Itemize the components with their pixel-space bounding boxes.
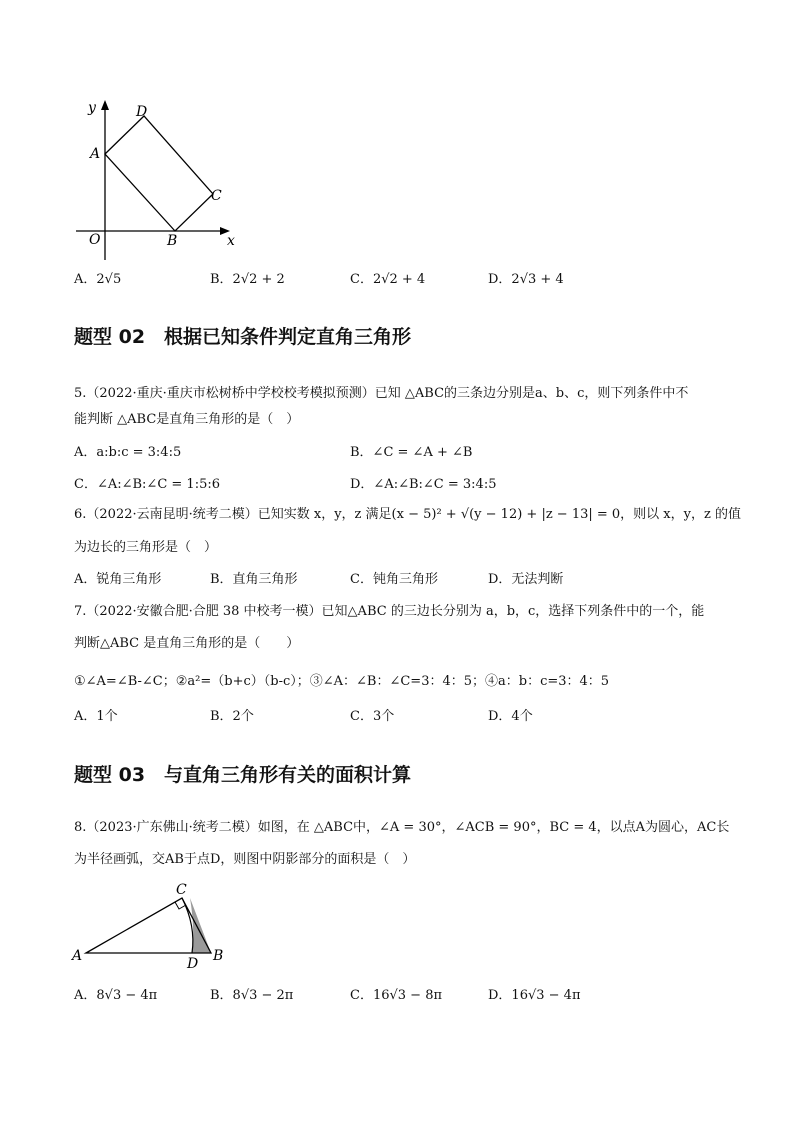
y-axis-arrow xyxy=(101,100,109,110)
q4-option-d[interactable]: D．2√3 + 4 xyxy=(488,272,564,287)
q5-text-line2: 能判断 △ABC是直角三角形的是（ ） xyxy=(74,412,300,427)
figure-triangle-arc xyxy=(70,878,240,974)
label-x: x xyxy=(227,233,235,249)
label-y: y xyxy=(88,100,96,116)
q4-option-b[interactable]: B．2√2 + 2 xyxy=(210,272,285,287)
rectangle-abcd xyxy=(105,116,213,231)
q5-option-b[interactable]: B．∠C = ∠A + ∠B xyxy=(350,445,473,460)
q8-option-c[interactable]: C．16√3 − 8π xyxy=(350,988,443,1003)
q4-option-a[interactable]: A．2√5 xyxy=(74,272,122,287)
q7-conditions: ①∠A=∠B-∠C；②a²=（b+c）（b-c）；③∠A：∠B：∠C=3：4：5；④a：b：c=3：4：5 xyxy=(74,674,610,689)
q8-option-a[interactable]: A．8√3 − 4π xyxy=(74,988,158,1003)
q7-option-b[interactable]: B．2个 xyxy=(210,709,254,724)
q6-text-line1: 6.（2022·云南昆明·统考二模）已知实数 x，y，z 满足(x − 5)² + √(y − 12) + |z − 13| = 0，则以 x，y，z 的值 xyxy=(74,507,741,522)
q8-text-line2: 为半径画弧，交AB于点D，则图中阴影部分的面积是（ ） xyxy=(74,852,416,867)
q8-option-d[interactable]: D．16√3 − 4π xyxy=(488,988,581,1003)
q4-option-c[interactable]: C．2√2 + 4 xyxy=(350,272,426,287)
section-03-heading: 题型 03 与直角三角形有关的面积计算 xyxy=(74,764,412,786)
label-b: B xyxy=(167,233,178,249)
label-c: C xyxy=(176,882,187,898)
label-b: B xyxy=(213,948,224,964)
q5-option-a[interactable]: A．a:b:c = 3:4:5 xyxy=(74,445,182,460)
q5-text-line1: 5.（2022·重庆·重庆市松树桥中学校校考模拟预测）已知 △ABC的三条边分别是a、b、c，则下列条件中不 xyxy=(74,386,689,401)
q5-option-c[interactable]: C．∠A:∠B:∠C = 1:5:6 xyxy=(74,477,221,492)
q7-text-line2: 判断△ABC 是直角三角形的是（ ） xyxy=(74,636,300,651)
q6-option-d[interactable]: D．无法判断 xyxy=(488,572,564,587)
section-02-heading: 题型 02 根据已知条件判定直角三角形 xyxy=(74,326,412,348)
q7-option-a[interactable]: A．1个 xyxy=(74,709,118,724)
q8-option-b[interactable]: B．8√3 − 2π xyxy=(210,988,294,1003)
label-o: O xyxy=(89,232,101,248)
q6-option-a[interactable]: A．锐角三角形 xyxy=(74,572,162,587)
q6-option-b[interactable]: B．直角三角形 xyxy=(210,572,298,587)
figure-rectangle-coordinate xyxy=(70,96,250,266)
label-a: A xyxy=(72,948,83,964)
q8-text-line1: 8.（2023·广东佛山·统考二模）如图，在 △ABC中，∠A = 30°，∠ACB = 90°，BC = 4，以点A为圆心，AC长 xyxy=(74,820,730,835)
q7-text-line1: 7.（2022·安徽合肥·合肥 38 中校考一模）已知△ABC 的三边长分别为 a，b，c，选择下列条件中的一个，能 xyxy=(74,604,705,619)
label-c: C xyxy=(211,188,222,204)
q6-text-line2: 为边长的三角形是（ ） xyxy=(74,540,218,555)
q6-option-c[interactable]: C．钝角三角形 xyxy=(350,572,438,587)
label-d: D xyxy=(136,104,148,120)
q7-option-d[interactable]: D．4个 xyxy=(488,709,533,724)
q7-option-c[interactable]: C．3个 xyxy=(350,709,395,724)
q5-option-d[interactable]: D．∠A:∠B:∠C = 3:4:5 xyxy=(350,477,497,492)
label-d: D xyxy=(187,956,199,972)
label-a: A xyxy=(90,146,101,162)
